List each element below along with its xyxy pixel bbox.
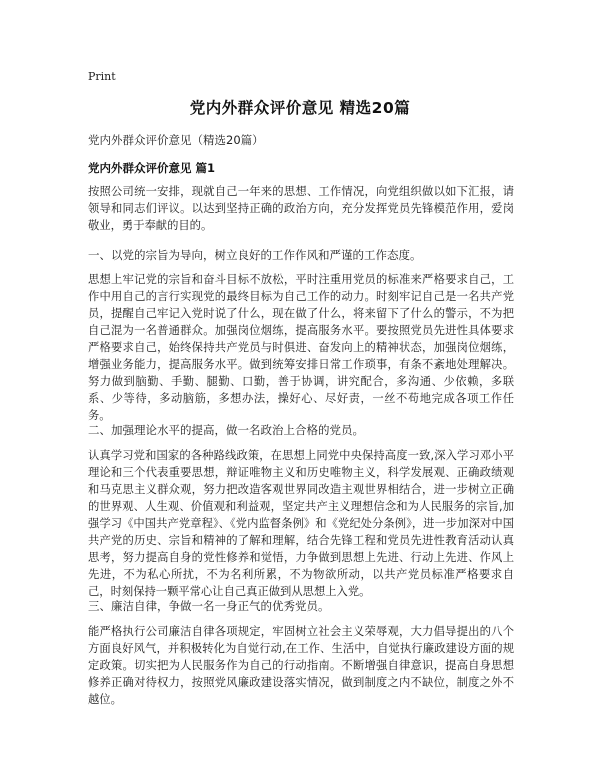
page-title: 党内外群众评价意见 精选20篇 [189, 99, 411, 117]
paragraph-point-3: 能严格执行公司廉洁自律各项规定，牢固树立社会主义荣辱观，大力倡导提出的八个方面良好风气，并积极转化为自觉行动,在工作、生活中，自觉执行廉政建设方面的规定政策。切实把为人民服务作为自己的行动指南。不断增强自律意识，提高自身思想修养正确对待权力，按照党风廉政建设落实情况，做到制度之内不缺位，制度之外不越位。 [88, 625, 514, 706]
point-heading-2: 二、加强理论水平的提高，做一名政治上合格的党员。 [88, 423, 364, 437]
paragraph-point-2: 认真学习党和国家的各种路线政策，在思想上同党中央保持高度一致,深入学习邓小平理论和三个代表重要思想，辩证唯物主义和历史唯物主义，科学发展观、正确政绩观和马克思主义群众观，努力把改造客观世界同改造主观世界相结合，进一步树立正确的世界观、人生观、价值观和利益观，坚定共产主义理想信念和为人民服务的宗旨,加强学习《中国共产党章程》、《党内监督条例》和《党纪处分条例》，进一步加深对中国共产党的历史、宗旨和精神的了解和理解，结合先锋工程和党员先进性教育活动认真思考，努力提高自身的党性修养和觉悟，力争做到思想上先进、行动上先进、作风上先进，不为私心所扰，不为名利所累，不为物欲所动，以共产党员标准严格要求自己，时刻保持一颗平常心让自己真正做到从思想上入党。 [88, 449, 514, 598]
point-heading-3: 三、廉洁自律，争做一名一身正气的优秀党员。 [88, 599, 330, 613]
point-heading-1: 一、以党的宗旨为导向，树立良好的工作作风和严谨的工作态度。 [88, 248, 422, 262]
document-subtitle: 党内外群众评价意见（精选20篇） [88, 133, 264, 147]
paragraph-intro: 按照公司统一安排，现就自己一年来的思想、工作情况，向党组织做以如下汇报，请领导和同志们评议。以达到坚持正确的政治方向，充分发挥党员先锋模范作用，爱岗敬业，勇于奉献的目的。 [88, 185, 514, 232]
section-heading: 党内外群众评价意见 篇1 [88, 161, 216, 175]
paragraph-point-1: 思想上牢记党的宗旨和奋斗目标不放松，平时注重用党员的标准来严格要求自己，工作中用自己的言行实现党的最终目标为自己工作的动力。时刻牢记自己是一名共产党员，提醒自己牢记入党时说了什么，现在做了什么，将来留下了什么的警示，不为把自己混为一名普通群众。加强岗位烟练，提高服务水平。要按照党员先进性具体要求严格要求自己，始终保持共产党员与时俱进、奋发向上的精神状态，加强岗位烟练，增强业务能力，提高服务水平。做到统筹安排日常工作琐事，有条不紊地处理解决。努力做到脑勤、手勤、腿勤、口勤，善于协调，讲究配合，多沟通、少依赖，多联系、少等待，多动脑筋，多想办法，操好心、尽好责，一丝不苟地完成各项工作任务。 [88, 273, 514, 422]
print-link[interactable]: Print [88, 70, 116, 83]
